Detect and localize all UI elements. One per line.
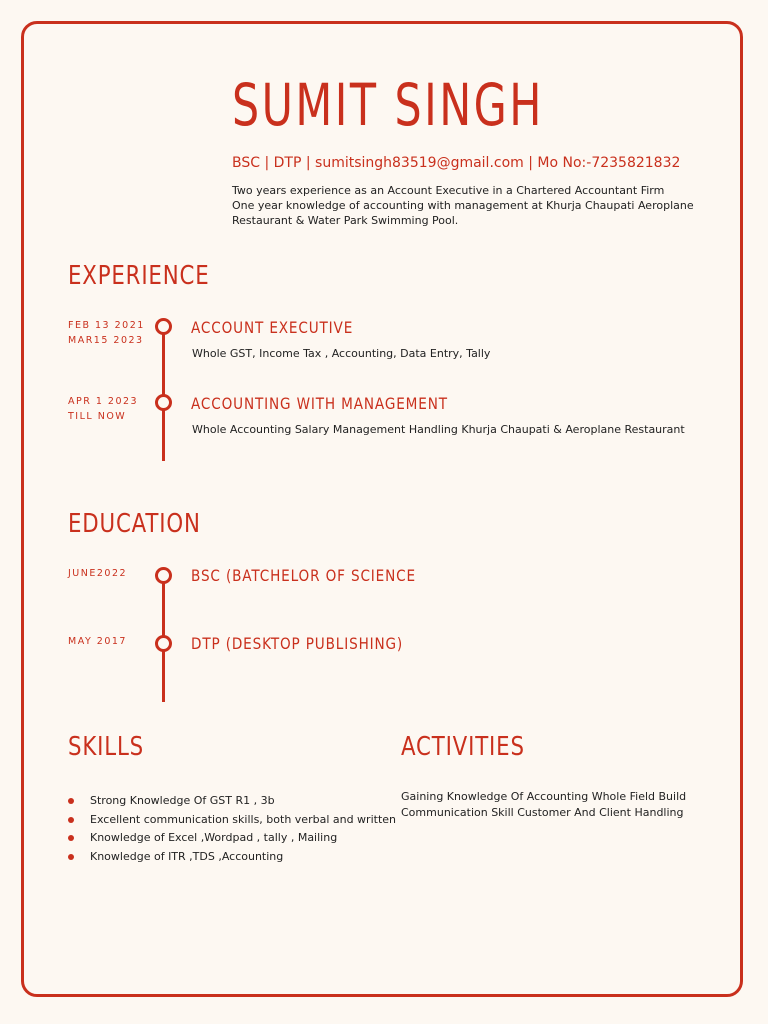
contact-line: BSC | DTP | sumitsingh83519@gmail.com | Mo No:-7235821832 bbox=[232, 155, 681, 171]
summary-line: One year knowledge of accounting with management at Khurja Chaupati Aeroplane bbox=[232, 199, 694, 212]
experience-date-end: TILL NOW bbox=[68, 411, 127, 422]
experience-date-start: FEB 13 2021 bbox=[68, 320, 145, 331]
experience-description: Whole GST, Income Tax , Accounting, Data Entry, Tally bbox=[192, 347, 491, 360]
candidate-name: SUMIT SINGH bbox=[232, 71, 544, 139]
experience-heading: EXPERIENCE bbox=[68, 261, 210, 291]
summary bbox=[232, 183, 692, 228]
summary-line: Two years experience as an Account Executive in a Chartered Accountant Firm bbox=[232, 184, 665, 197]
experience-description: Whole Accounting Salary Management Handling Khurja Chaupati & Aeroplane Restaurant bbox=[192, 423, 685, 436]
education-heading: EDUCATION bbox=[68, 509, 201, 539]
education-degree: DTP (DESKTOP PUBLISHING) bbox=[191, 634, 404, 653]
activities-heading: ACTIVITIES bbox=[401, 732, 525, 762]
activities-line: Communication Skill Customer And Client Handling bbox=[401, 806, 684, 819]
bullet-icon bbox=[68, 817, 74, 823]
education-degree: BSC (BATCHELOR OF SCIENCE bbox=[191, 566, 416, 585]
bullet-icon bbox=[68, 798, 74, 804]
bullet-icon bbox=[68, 835, 74, 841]
education-date: JUNE2022 bbox=[68, 568, 128, 579]
list-item bbox=[68, 792, 396, 811]
activities-line: Gaining Knowledge Of Accounting Whole Field Build bbox=[401, 790, 687, 803]
experience-role: ACCOUNT EXECUTIVE bbox=[191, 318, 354, 337]
education-date: MAY 2017 bbox=[68, 636, 127, 647]
experience-role: ACCOUNTING WITH MANAGEMENT bbox=[191, 394, 448, 413]
list-item bbox=[68, 848, 396, 867]
skill-text: Knowledge of Excel ,Wordpad , tally , Mailing bbox=[90, 831, 338, 844]
timeline-dot bbox=[155, 318, 172, 335]
list-item bbox=[68, 829, 396, 848]
skill-text: Excellent communication skills, both verbal and written bbox=[90, 812, 397, 826]
timeline-dot bbox=[155, 394, 172, 411]
summary-line: Restaurant & Water Park Swimming Pool. bbox=[232, 214, 459, 227]
skills-list bbox=[68, 792, 396, 866]
list-item bbox=[68, 811, 396, 830]
experience-date-end: MAR15 2023 bbox=[68, 335, 144, 346]
activities-text bbox=[401, 789, 686, 821]
skill-text: Knowledge of ITR ,TDS ,Accounting bbox=[90, 849, 284, 863]
experience-date-start: APR 1 2023 bbox=[68, 396, 139, 407]
skills-heading: SKILLS bbox=[68, 732, 145, 762]
timeline-dot bbox=[155, 635, 172, 652]
skill-text: Strong Knowledge Of GST R1 , 3b bbox=[90, 794, 275, 807]
timeline-dot bbox=[155, 567, 172, 584]
bullet-icon bbox=[68, 854, 74, 860]
